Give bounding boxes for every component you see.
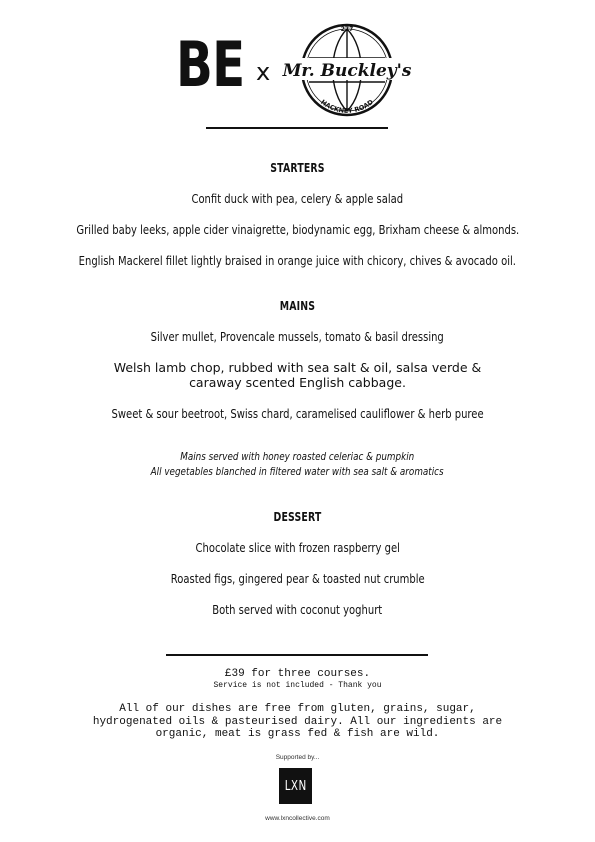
main-item: Sweet & sour beetroot, Swiss chard, caramelised cauliflower & herb puree xyxy=(111,406,484,421)
mr-buckleys-logo xyxy=(280,18,414,118)
mr-buckleys-logo-number: 277 xyxy=(340,26,354,33)
price-line: £39 for three courses. xyxy=(224,668,371,680)
main-item: Silver mullet, Provencale mussels, tomato & basil dressing xyxy=(150,329,445,344)
dessert-item: Chocolate slice with frozen raspberry gel xyxy=(195,540,400,555)
dessert-heading: DESSERT xyxy=(273,510,322,524)
header-divider xyxy=(206,127,388,129)
dietary-disclaimer: All of our dishes are free from gluten, grains, sugar, hydrogenated oils & pasteurised dairy. All our ingredients are organic, meat is grass fed & fish are wild. xyxy=(92,703,503,740)
mains-note: All vegetables blanched in filtered water with sea salt & aromatics xyxy=(151,465,444,478)
mains-note: Mains served with honey roasted celeriac & pumpkin xyxy=(180,450,415,463)
collab-separator: x xyxy=(256,58,271,86)
supported-by-label: Supported by... xyxy=(275,754,320,761)
mr-buckleys-logo-location: HACKNEY ROAD xyxy=(319,97,375,115)
mains-heading: MAINS xyxy=(279,299,316,313)
service-note: Service is not included - Thank you xyxy=(213,681,382,690)
main-item: Welsh lamb chop, rubbed with sea salt & oil, salsa verde & caraway scented English cabbage. xyxy=(113,360,482,390)
website-link[interactable]: www.lxncollective.com xyxy=(265,815,330,822)
dessert-item: Roasted figs, gingered pear & toasted nut crumble xyxy=(170,571,425,586)
starter-item: Confit duck with pea, celery & apple salad xyxy=(191,191,404,206)
starters-heading: STARTERS xyxy=(270,161,325,175)
mr-buckleys-logo-name: Mr. Buckley's xyxy=(282,61,412,81)
starter-item: Grilled baby leeks, apple cider vinaigrette, biodynamic egg, Brixham cheese & almonds. xyxy=(76,222,519,237)
starter-item: English Mackerel fillet lightly braised in orange juice with chicory, chives & avocado oil. xyxy=(78,253,517,268)
lxn-logo: LXN xyxy=(279,768,312,804)
be-logo: BE xyxy=(176,28,245,101)
footer-divider xyxy=(166,654,428,656)
dessert-item: Both served with coconut yoghurt xyxy=(212,602,383,617)
